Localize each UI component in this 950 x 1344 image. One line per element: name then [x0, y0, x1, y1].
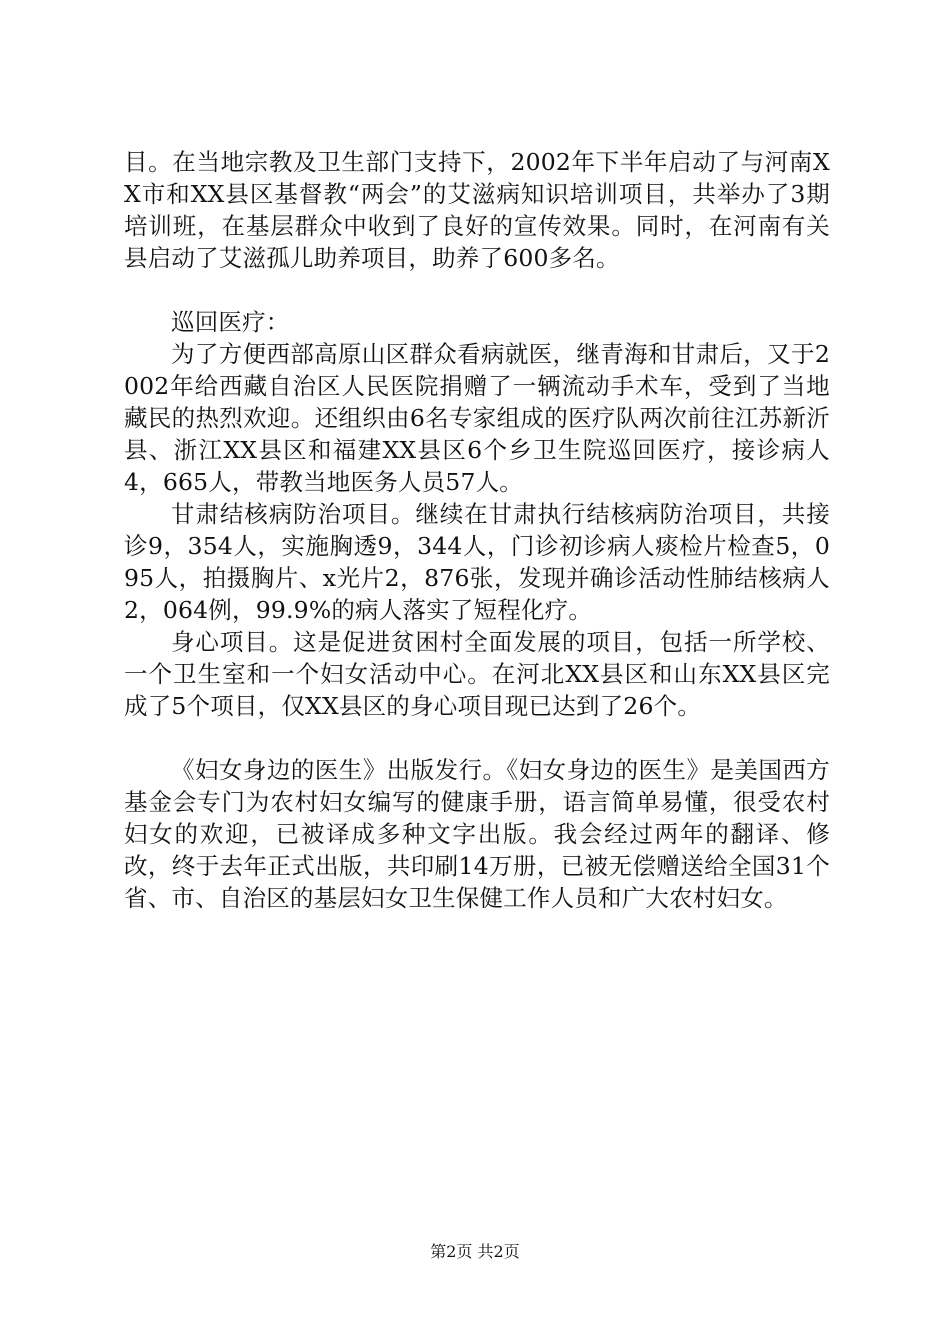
section-heading-mobile-medical: 巡回医疗：	[171, 308, 290, 336]
document-body	[124, 146, 830, 914]
paragraph-mobile-medical: 为了方便西部高原山区群众看病就医，继青海和甘肃后，又于2002年给西藏自治区人民医院捐赠了一辆流动手术车，受到了当地藏民的热烈欢迎。还组织由6名专家组成的医疗队两次前往江苏新沂县、浙江XX县区和福建XX县区6个乡卫生院巡回医疗，接诊病人4，665人，带教当地医务人员57人。	[124, 340, 830, 496]
paragraph-body-mind-project: 身心项目。这是促进贫困村全面发展的项目，包括一所学校、一个卫生室和一个妇女活动中心。在河北XX县区和山东XX县区完成了5个项目，仅XX县区的身心项目现已达到了26个。	[124, 628, 830, 720]
paragraph-tuberculosis-project: 甘肃结核病防治项目。继续在甘肃执行结核病防治项目，共接诊9，354人，实施胸透9，344人，门诊初诊病人痰检片检查5，095人，拍摄胸片、x光片2，876张，发现并确诊活动性肺结核病人2，064例，99.9%的病人落实了短程化疗。	[124, 500, 830, 624]
paragraph-aids-training: 目。在当地宗教及卫生部门支持下，2002年下半年启动了与河南XX市和XX县区基督教“两会”的艾滋病知识培训项目，共举办了3期培训班，在基层群众中收到了良好的宣传效果。同时，在河南有关县启动了艾滋孤儿助养项目，助养了600多名。	[124, 148, 830, 272]
paragraph-book-publication: 《妇女身边的医生》出版发行。《妇女身边的医生》是美国西方基金会专门为农村妇女编写的健康手册，语言简单易懂，很受农村妇女的欢迎，已被译成多种文字出版。我会经过两年的翻译、修改，终于去年正式出版，共印刷14万册，已被无偿赠送给全国31个省、市、自治区的基层妇女卫生保健工作人员和广大农村妇女。	[124, 756, 830, 912]
page-footer: 第2页 共2页	[430, 1242, 520, 1261]
